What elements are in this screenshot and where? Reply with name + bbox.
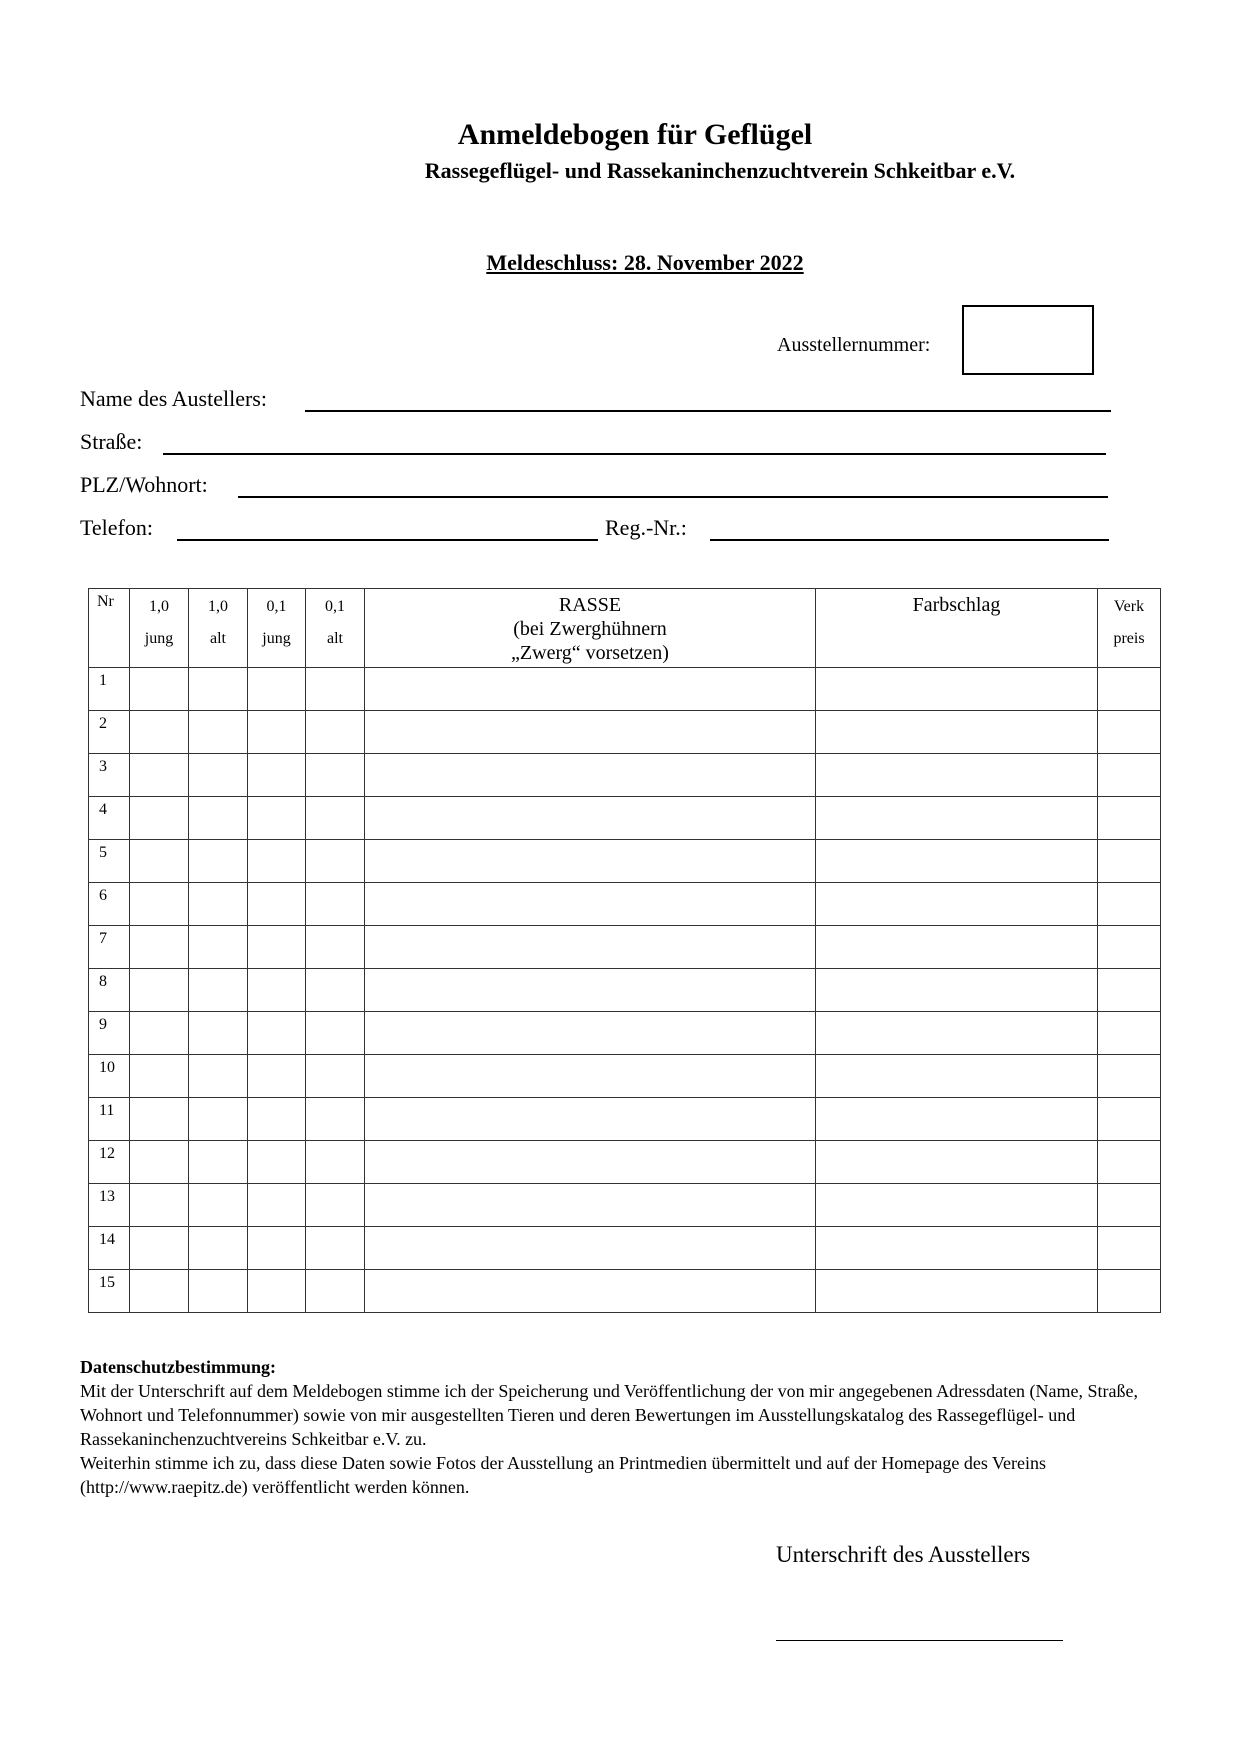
phone-label: Telefon: xyxy=(80,515,153,540)
breed-cell[interactable] xyxy=(365,754,816,797)
breed-cell[interactable] xyxy=(365,668,816,711)
breed-cell[interactable] xyxy=(365,969,816,1012)
male-old-cell[interactable] xyxy=(189,1098,248,1141)
row-number xyxy=(89,1184,130,1227)
price-cell[interactable] xyxy=(1098,840,1161,883)
female-young-cell[interactable] xyxy=(248,754,306,797)
row-number-label: 11 xyxy=(99,1102,115,1119)
table-row xyxy=(89,926,1161,969)
club-name: Rassegeflügel- und Rassekaninchenzuchtverein Schkeitbar e.V. xyxy=(424,158,1016,183)
header-breed: RASSE (bei Zwerghühnern „Zwerg“ vorsetzen) xyxy=(365,589,816,668)
exhibitor-number-label: Ausstellernummer: xyxy=(777,334,931,356)
header-nr: Nr xyxy=(89,589,130,668)
color-cell[interactable] xyxy=(816,1184,1098,1227)
header-female-young: 0,1 jung xyxy=(248,589,306,668)
table-row xyxy=(89,1184,1161,1227)
street-field[interactable] xyxy=(163,453,1106,455)
row-number xyxy=(89,1141,130,1184)
female-young-cell[interactable] xyxy=(248,840,306,883)
male-young-cell[interactable] xyxy=(130,1227,189,1270)
table-row xyxy=(89,1141,1161,1184)
male-young-cell[interactable] xyxy=(130,1098,189,1141)
female-old-cell[interactable] xyxy=(306,840,365,883)
price-cell[interactable] xyxy=(1098,883,1161,926)
privacy-statement xyxy=(80,1355,1160,1499)
signature-line[interactable] xyxy=(776,1640,1063,1641)
male-young-cell[interactable] xyxy=(130,1012,189,1055)
color-cell[interactable] xyxy=(816,1141,1098,1184)
female-young-cell[interactable] xyxy=(248,1141,306,1184)
price-cell[interactable] xyxy=(1098,797,1161,840)
female-young-cell[interactable] xyxy=(248,1270,306,1313)
row-number xyxy=(89,797,130,840)
breed-cell[interactable] xyxy=(365,1141,816,1184)
row-number-label: 9 xyxy=(99,1016,107,1033)
city-field[interactable] xyxy=(238,496,1108,498)
row-number-label: 3 xyxy=(99,758,107,775)
breed-cell[interactable] xyxy=(365,1055,816,1098)
female-young-cell[interactable] xyxy=(248,797,306,840)
header-male-young: 1,0 jung xyxy=(130,589,189,668)
row-number-label: 12 xyxy=(99,1145,115,1162)
row-number-label: 1 xyxy=(99,672,107,689)
color-cell[interactable] xyxy=(816,797,1098,840)
row-number-label: 6 xyxy=(99,887,107,904)
breed-cell[interactable] xyxy=(365,1270,816,1313)
price-cell[interactable] xyxy=(1098,668,1161,711)
table-header-row xyxy=(89,589,1161,668)
female-old-cell[interactable] xyxy=(306,1012,365,1055)
breed-cell[interactable] xyxy=(365,926,816,969)
name-field[interactable] xyxy=(305,410,1111,412)
row-number xyxy=(89,883,130,926)
male-young-cell[interactable] xyxy=(130,969,189,1012)
female-young-cell[interactable] xyxy=(248,1098,306,1141)
breed-cell[interactable] xyxy=(365,711,816,754)
row-number-label: 8 xyxy=(99,973,107,990)
privacy-paragraph-2: Weiterhin stimme ich zu, dass diese Daten sowie Fotos der Ausstellung an Printmedien übermittelt und auf der Homepage des Vereins (http://www.raepitz.de) veröffentlicht werden können. xyxy=(80,1453,1047,1497)
price-cell[interactable] xyxy=(1098,1227,1161,1270)
reg-number-field[interactable] xyxy=(710,539,1109,541)
breed-cell[interactable] xyxy=(365,840,816,883)
breed-cell[interactable] xyxy=(365,1098,816,1141)
color-cell[interactable] xyxy=(816,1012,1098,1055)
male-old-cell[interactable] xyxy=(189,1141,248,1184)
price-cell[interactable] xyxy=(1098,754,1161,797)
female-old-cell[interactable] xyxy=(306,1098,365,1141)
color-cell[interactable] xyxy=(816,926,1098,969)
breed-cell[interactable] xyxy=(365,797,816,840)
street-label: Straße: xyxy=(80,429,143,454)
row-number-label: 2 xyxy=(99,715,107,732)
privacy-paragraph-1: Mit der Unterschrift auf dem Meldebogen stimme ich der Speicherung und Veröffentlichung der von mir angegebenen Adressdaten (Name, Straße, Wohnort und Telefonnummer) sowie von mir ausgestellten Tieren und deren Bewertungen im Ausstellungskatalog des Rassegeflügel- und Rassekaninchenzuchtvereins Schkeitbar e.V. zu. xyxy=(80,1381,1139,1449)
header-male-old: 1,0 alt xyxy=(189,589,248,668)
row-number xyxy=(89,711,130,754)
row-number xyxy=(89,1012,130,1055)
female-old-cell[interactable] xyxy=(306,754,365,797)
table-row xyxy=(89,840,1161,883)
row-number xyxy=(89,840,130,883)
table-row xyxy=(89,1098,1161,1141)
table-row xyxy=(89,797,1161,840)
color-cell[interactable] xyxy=(816,1055,1098,1098)
price-cell[interactable] xyxy=(1098,926,1161,969)
table-row xyxy=(89,1227,1161,1270)
row-number-label: 15 xyxy=(99,1274,115,1291)
male-old-cell[interactable] xyxy=(189,840,248,883)
price-cell[interactable] xyxy=(1098,1184,1161,1227)
header-female-old: 0,1 alt xyxy=(306,589,365,668)
male-old-cell[interactable] xyxy=(189,711,248,754)
female-old-cell[interactable] xyxy=(306,883,365,926)
color-cell[interactable] xyxy=(816,754,1098,797)
color-cell[interactable] xyxy=(816,668,1098,711)
breed-cell[interactable] xyxy=(365,1012,816,1055)
price-cell[interactable] xyxy=(1098,1012,1161,1055)
female-young-cell[interactable] xyxy=(248,668,306,711)
row-number-label: 5 xyxy=(99,844,107,861)
table-row xyxy=(89,1055,1161,1098)
row-number xyxy=(89,926,130,969)
row-number xyxy=(89,1270,130,1313)
male-old-cell[interactable] xyxy=(189,1227,248,1270)
male-old-cell[interactable] xyxy=(189,1184,248,1227)
female-young-cell[interactable] xyxy=(248,926,306,969)
header-color: Farbschlag xyxy=(816,589,1098,668)
price-cell[interactable] xyxy=(1098,1141,1161,1184)
exhibitor-number-box[interactable] xyxy=(962,305,1094,375)
female-young-cell[interactable] xyxy=(248,711,306,754)
female-young-cell[interactable] xyxy=(248,1012,306,1055)
color-cell[interactable] xyxy=(816,969,1098,1012)
row-number xyxy=(89,1227,130,1270)
male-young-cell[interactable] xyxy=(130,926,189,969)
female-old-cell[interactable] xyxy=(306,711,365,754)
table-row xyxy=(89,668,1161,711)
male-old-cell[interactable] xyxy=(189,926,248,969)
row-number xyxy=(89,754,130,797)
row-number-label: 14 xyxy=(99,1231,115,1248)
breed-cell[interactable] xyxy=(365,883,816,926)
table-row xyxy=(89,711,1161,754)
city-label: PLZ/Wohnort: xyxy=(80,472,208,497)
male-old-cell[interactable] xyxy=(189,668,248,711)
female-young-cell[interactable] xyxy=(248,1227,306,1270)
row-number xyxy=(89,668,130,711)
male-young-cell[interactable] xyxy=(130,1141,189,1184)
price-cell[interactable] xyxy=(1098,1270,1161,1313)
male-young-cell[interactable] xyxy=(130,797,189,840)
male-young-cell[interactable] xyxy=(130,840,189,883)
table-row xyxy=(89,1270,1161,1313)
price-cell[interactable] xyxy=(1098,711,1161,754)
signature-label: Unterschrift des Ausstellers xyxy=(776,1542,1031,1567)
male-old-cell[interactable] xyxy=(189,754,248,797)
row-number xyxy=(89,969,130,1012)
color-cell[interactable] xyxy=(816,1270,1098,1313)
male-old-cell[interactable] xyxy=(189,1270,248,1313)
male-young-cell[interactable] xyxy=(130,1055,189,1098)
male-old-cell[interactable] xyxy=(189,883,248,926)
price-cell[interactable] xyxy=(1098,1098,1161,1141)
female-old-cell[interactable] xyxy=(306,797,365,840)
male-young-cell[interactable] xyxy=(130,754,189,797)
male-old-cell[interactable] xyxy=(189,1012,248,1055)
row-number xyxy=(89,1098,130,1141)
row-number-label: 10 xyxy=(99,1059,115,1076)
male-young-cell[interactable] xyxy=(130,1270,189,1313)
female-old-cell[interactable] xyxy=(306,668,365,711)
female-old-cell[interactable] xyxy=(306,1055,365,1098)
color-cell[interactable] xyxy=(816,1098,1098,1141)
female-young-cell[interactable] xyxy=(248,1055,306,1098)
male-young-cell[interactable] xyxy=(130,668,189,711)
female-young-cell[interactable] xyxy=(248,1184,306,1227)
male-young-cell[interactable] xyxy=(130,711,189,754)
male-young-cell[interactable] xyxy=(130,1184,189,1227)
color-cell[interactable] xyxy=(816,711,1098,754)
price-cell[interactable] xyxy=(1098,969,1161,1012)
male-young-cell[interactable] xyxy=(130,883,189,926)
row-number-label: 7 xyxy=(99,930,107,947)
header-price: Verk preis xyxy=(1098,589,1161,668)
male-old-cell[interactable] xyxy=(189,969,248,1012)
privacy-heading: Datenschutzbestimmung: xyxy=(80,1357,276,1377)
breed-cell[interactable] xyxy=(365,1184,816,1227)
color-cell[interactable] xyxy=(816,883,1098,926)
reg-number-label: Reg.-Nr.: xyxy=(605,515,687,540)
female-old-cell[interactable] xyxy=(306,969,365,1012)
animal-registration-table xyxy=(88,588,1161,1313)
registration-deadline: Meldeschluss: 28. November 2022 xyxy=(486,250,804,275)
row-number xyxy=(89,1055,130,1098)
male-old-cell[interactable] xyxy=(189,797,248,840)
male-old-cell[interactable] xyxy=(189,1055,248,1098)
color-cell[interactable] xyxy=(816,840,1098,883)
row-number-label: 4 xyxy=(99,801,107,818)
female-old-cell[interactable] xyxy=(306,1270,365,1313)
table-row xyxy=(89,754,1161,797)
female-old-cell[interactable] xyxy=(306,926,365,969)
color-cell[interactable] xyxy=(816,1227,1098,1270)
name-label: Name des Austellers: xyxy=(80,386,267,411)
breed-cell[interactable] xyxy=(365,1227,816,1270)
female-old-cell[interactable] xyxy=(306,1184,365,1227)
phone-field[interactable] xyxy=(177,539,598,541)
female-old-cell[interactable] xyxy=(306,1227,365,1270)
table-row xyxy=(89,969,1161,1012)
table-row xyxy=(89,1012,1161,1055)
table-row xyxy=(89,883,1161,926)
female-old-cell[interactable] xyxy=(306,1141,365,1184)
row-number-label: 13 xyxy=(99,1188,115,1205)
female-young-cell[interactable] xyxy=(248,969,306,1012)
form-title: Anmeldebogen für Geflügel xyxy=(457,118,813,151)
price-cell[interactable] xyxy=(1098,1055,1161,1098)
female-young-cell[interactable] xyxy=(248,883,306,926)
